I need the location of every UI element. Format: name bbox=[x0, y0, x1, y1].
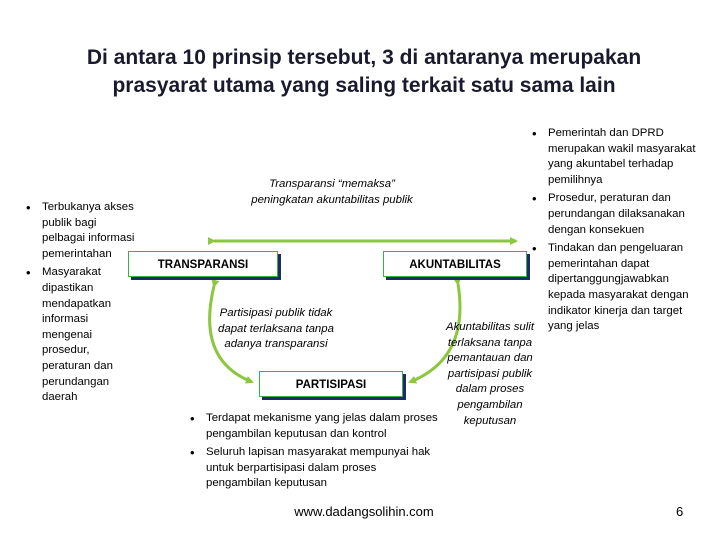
list-item-line: • Seluruh lapisan masyarakat mempunyai hak bbox=[206, 446, 431, 459]
list-item-line: dipastikan bbox=[42, 281, 94, 294]
list-item-line: pengambilan keputusan dan kontrol bbox=[206, 427, 387, 440]
list-item-line: informasi bbox=[42, 313, 89, 326]
list-item bbox=[26, 200, 156, 262]
box-transparansi-label: TRANSPARANSI bbox=[157, 259, 249, 271]
note-left-line: adanya transparansi bbox=[224, 338, 328, 351]
note-left-line: Partisipasi publik tidak bbox=[219, 307, 333, 319]
note-top-line: peningkatan akuntabilitas publik bbox=[251, 193, 413, 206]
page-number: 6 bbox=[676, 504, 684, 519]
note-right-line: dalam proses bbox=[455, 383, 525, 396]
slide-title-line1: Di antara 10 prinsip tersebut, 3 di antaranya merupakan bbox=[86, 46, 642, 69]
list-item bbox=[190, 411, 480, 442]
list-item-line: perundangan bbox=[42, 375, 110, 388]
list-item bbox=[532, 241, 724, 335]
list-item-line: mengenai bbox=[42, 328, 93, 341]
list-item-line: yang akuntabel terhadap bbox=[548, 158, 674, 171]
box-partisipasi-label: PARTISIPASI bbox=[295, 379, 367, 391]
list-item-line: pelbagai informasi bbox=[42, 232, 135, 245]
note-right-line: partisipasi publik bbox=[447, 367, 533, 380]
box-akuntabilitas bbox=[383, 251, 527, 277]
box-partisipasi bbox=[259, 371, 403, 397]
list-item-line: prosedur, bbox=[42, 344, 90, 357]
list-item-line: pemilihnya bbox=[548, 173, 603, 186]
list-item bbox=[190, 445, 480, 492]
note-left-line: dapat terlaksana tanpa bbox=[218, 322, 334, 335]
list-item-line: daerah bbox=[42, 391, 78, 404]
list-item-line: • Terdapat mekanisme yang jelas dalam proses bbox=[206, 412, 438, 424]
list-item-line: pengambilan keputusan bbox=[206, 477, 327, 490]
right-bullet-list bbox=[532, 126, 724, 338]
bottom-bullet-list bbox=[190, 411, 480, 495]
list-item-line: indikator kinerja dan target bbox=[548, 304, 683, 317]
note-right-line: pemantauan dan bbox=[447, 352, 533, 365]
list-item-line: mendapatkan bbox=[42, 297, 112, 310]
list-item bbox=[532, 126, 724, 188]
list-item-line: untuk berpartisipasi dalam proses bbox=[206, 461, 377, 474]
left-bullet-list bbox=[26, 200, 156, 409]
list-item bbox=[532, 191, 724, 238]
box-akuntabilitas-label: AKUNTABILITAS bbox=[409, 259, 501, 271]
note-right-line: Akuntabilitas sulit bbox=[445, 321, 534, 333]
note-top-line: Transparansi “memaksa” bbox=[269, 178, 395, 190]
list-item-line: dengan konsekuen bbox=[548, 223, 645, 236]
note-left bbox=[196, 306, 356, 353]
slide-title-line2: prasyarat utama yang saling terkait satu sama lain bbox=[112, 74, 616, 97]
list-item-line: • Masyarakat bbox=[42, 266, 101, 279]
list-item-line: • Pemerintah dan DPRD bbox=[548, 127, 664, 139]
list-item-line: yang jelas bbox=[548, 320, 600, 333]
footer-url: www.dadangsolihin.com bbox=[294, 504, 434, 519]
list-item-line: perundangan dilaksanakan bbox=[548, 207, 685, 220]
list-item-line: peraturan dan bbox=[42, 359, 113, 372]
note-right-line: keputusan bbox=[463, 414, 517, 427]
list-item-line: pemerintahan dapat bbox=[548, 257, 650, 270]
list-item bbox=[26, 265, 156, 405]
note-top bbox=[222, 177, 442, 208]
list-item-line: dipertanggungjawabkan bbox=[548, 273, 669, 286]
note-right-line: terlaksana tanpa bbox=[447, 336, 533, 349]
list-item-line: pemerintahan bbox=[42, 247, 112, 260]
list-item-line: publik bagi bbox=[42, 216, 97, 229]
list-item-line: • Prosedur, peraturan dan bbox=[548, 192, 671, 205]
list-item-line: merupakan wakil masyarakat bbox=[548, 142, 696, 155]
list-item-line: kepada masyarakat dengan bbox=[548, 288, 689, 301]
list-item-line: • Terbukanya akses bbox=[42, 201, 134, 213]
note-right-line: pengambilan bbox=[457, 398, 523, 411]
list-item-line: • Tindakan dan pengeluaran bbox=[548, 242, 684, 255]
